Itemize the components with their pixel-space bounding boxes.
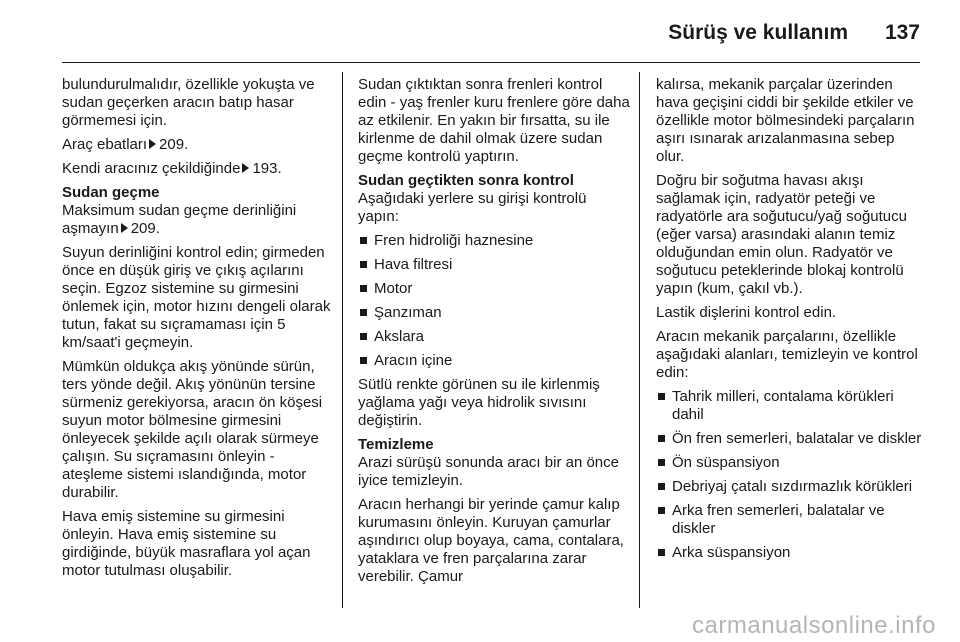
column-right bbox=[656, 76, 926, 568]
list-item bbox=[656, 478, 926, 496]
page-title: Sürüş ve kullanım bbox=[668, 21, 848, 44]
list-item-text: Aracın içine bbox=[374, 352, 453, 369]
reference-text: Araç ebatları bbox=[62, 136, 148, 153]
list-item bbox=[656, 430, 926, 448]
reference-text: Maksimum sudan geçme derinliğini aşmayın bbox=[62, 202, 297, 237]
list-item-text: Şanzıman bbox=[374, 304, 442, 321]
reference-line bbox=[62, 136, 332, 154]
list-item-text: Ön süspansiyon bbox=[672, 454, 780, 471]
reference-text: Kendi aracınız çekildiğinde bbox=[62, 160, 241, 177]
watermark-text: carmanualsonline.info bbox=[692, 612, 936, 639]
check-list bbox=[358, 232, 630, 370]
list-item bbox=[358, 328, 630, 346]
section-heading-water-crossing: Sudan geçme bbox=[62, 184, 160, 201]
list-item-text: Arka fren semerleri, balatalar ve diskler bbox=[672, 502, 885, 537]
square-bullet-icon bbox=[658, 507, 665, 514]
paragraph: bulundurulmalıdır, özellikle yokuşta ve sudan geçerken aracın batıp hasar görmemesi için. bbox=[62, 76, 315, 129]
column-divider bbox=[342, 72, 343, 608]
square-bullet-icon bbox=[360, 309, 367, 316]
square-bullet-icon bbox=[658, 483, 665, 490]
square-bullet-icon bbox=[360, 261, 367, 268]
paragraph: Lastik dişlerini kontrol edin. bbox=[656, 304, 837, 321]
list-item-text: Fren hidroliği haznesine bbox=[374, 232, 534, 249]
paragraph: Sudan çıktıktan sonra frenleri kontrol edin - yaş frenler kuru frenlere göre daha az etkilenir. En yakın bir fırsatta, su ile kirlenme de dahil olmak üzere sudan geçme kontrolü yaptırın. bbox=[358, 76, 630, 165]
square-bullet-icon bbox=[360, 333, 367, 340]
list-item bbox=[358, 352, 630, 370]
paragraph: Arazi sürüşü sonunda aracı bir an önce iyice temizleyin. bbox=[358, 454, 619, 489]
list-item bbox=[358, 256, 630, 274]
reference-line bbox=[62, 160, 332, 178]
list-item bbox=[656, 388, 926, 424]
header-divider bbox=[62, 62, 920, 63]
list-item-text: Tahrik milleri, contalama körükleri dahil bbox=[672, 388, 894, 423]
paragraph: Aracın herhangi bir yerinde çamur kalıp kurumasını önleyin. Kuruyan çamurlar aşındırıcı olup boyaya, cama, contalara, yataklara ve fren parçalarına zarar verebilir. Çamur bbox=[358, 496, 624, 585]
square-bullet-icon bbox=[658, 393, 665, 400]
list-item bbox=[358, 232, 630, 250]
column-left bbox=[62, 76, 332, 586]
arrow-right-icon bbox=[121, 223, 128, 233]
square-bullet-icon bbox=[360, 285, 367, 292]
square-bullet-icon bbox=[658, 549, 665, 556]
paragraph: Mümkün oldukça akış yönünde sürün, ters yönde değil. Akış yönünün tersine sürmeniz gerekiyorsa, aracın ön köşesi suyun motor bölmesine girmesini önleyecek şekilde açılı olarak sürmeye çalışın. Su sıçramasını önleyin - ateşleme sistemi ıslandığında, motor durabilir. bbox=[62, 358, 323, 501]
list-item bbox=[656, 502, 926, 538]
list-item-text: Debriyaj çatalı sızdırmazlık körükleri bbox=[672, 478, 913, 495]
paragraph: Aşağıdaki yerlere su girişi kontrolü yapın: bbox=[358, 190, 587, 225]
list-item-text: Arka süspansiyon bbox=[672, 544, 791, 561]
page-number: 137 bbox=[884, 21, 920, 44]
square-bullet-icon bbox=[658, 435, 665, 442]
page-header bbox=[0, 18, 960, 48]
list-item-text: Hava filtresi bbox=[374, 256, 453, 273]
column-divider bbox=[639, 72, 640, 608]
paragraph: kalırsa, mekanik parçalar üzerinden hava geçişini ciddi bir şekilde etkiler ve özellikle motor bölmesindeki parçaların aşırı ısınarak arızalanmasına sebep olur. bbox=[656, 76, 915, 165]
list-item-text: Motor bbox=[374, 280, 413, 297]
arrow-right-icon bbox=[242, 163, 249, 173]
list-item bbox=[656, 544, 926, 562]
reference-link[interactable]: 209. bbox=[130, 220, 160, 237]
list-item bbox=[358, 304, 630, 322]
reference-link[interactable]: 209. bbox=[159, 136, 189, 153]
square-bullet-icon bbox=[360, 237, 367, 244]
paragraph: Doğru bir soğutma havası akışı sağlamak için, radyatör peteği ve radyatörle ara soğutucu/yağ soğutucu (eğer varsa) arasındaki alanın temiz olduğundan emin olun. Radyatör ve soğutucu peteklerinde blokaj kontrolü yapın (kum, çakıl vb.). bbox=[656, 172, 907, 297]
arrow-right-icon bbox=[149, 139, 156, 149]
square-bullet-icon bbox=[360, 357, 367, 364]
list-item bbox=[358, 280, 630, 298]
paragraph: Sütlü renkte görünen su ile kirlenmiş yağlama yağı veya hidrolik sıvısını değiştirin. bbox=[358, 376, 600, 429]
reference-link[interactable]: 193. bbox=[252, 160, 282, 177]
list-item-text: Akslara bbox=[374, 328, 425, 345]
reference-line bbox=[62, 202, 332, 238]
section-heading-after-water: Sudan geçtikten sonra kontrol bbox=[358, 172, 574, 189]
column-middle bbox=[358, 76, 630, 592]
square-bullet-icon bbox=[658, 459, 665, 466]
cleaning-check-list bbox=[656, 388, 926, 562]
paragraph: Hava emiş sistemine su girmesini önleyin. Hava emiş sistemine su girdiğinde, büyük masraflara yol açan motor tutulması oluşabilir. bbox=[62, 508, 311, 579]
paragraph: Suyun derinliğini kontrol edin; girmeden önce en düşük giriş ve çıkış açılarını seçin. Egzoz sistemine su girmesini önlemek için, motor hızını dengeli olarak tutun, fakat su sıçramaması için 5 km/saat'i geçmeyin. bbox=[62, 244, 331, 351]
section-heading-cleaning: Temizleme bbox=[358, 436, 434, 453]
list-item bbox=[656, 454, 926, 472]
list-item-text: Ön fren semerleri, balatalar ve diskler bbox=[672, 430, 922, 447]
paragraph: Aracın mekanik parçalarını, özellikle aşağıdaki alanları, temizleyin ve kontrol edin: bbox=[656, 328, 918, 381]
